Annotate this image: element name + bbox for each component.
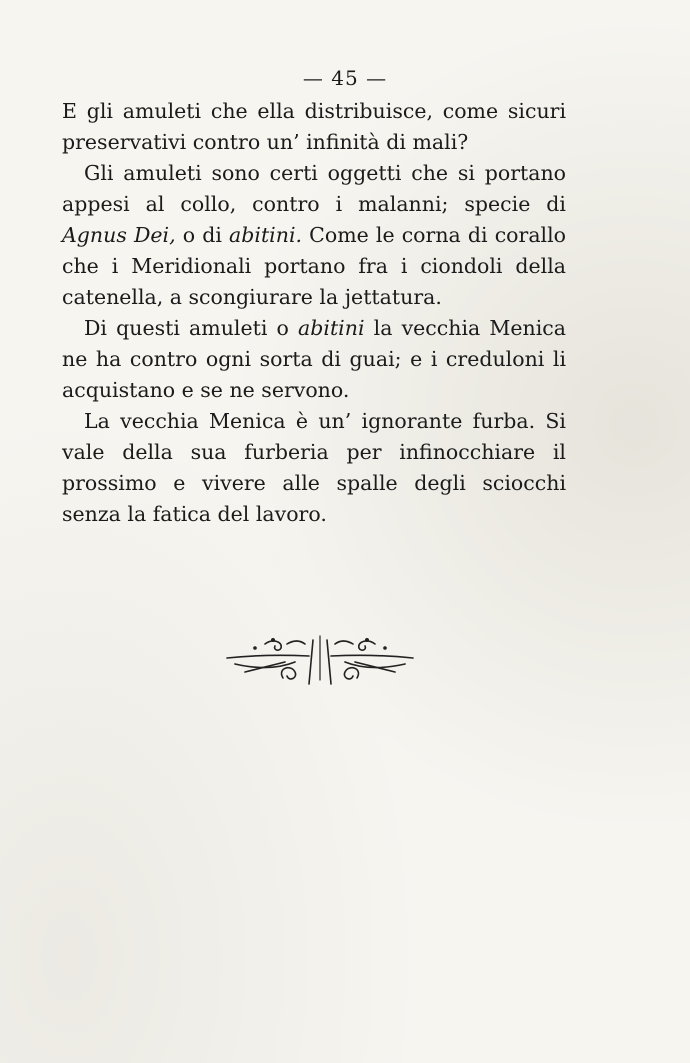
paragraph-3-italic-abitini: abitini <box>298 316 365 340</box>
paragraph-2-text-a: Gli amuleti sono certi oggetti che si portano appesi al collo, contro i malanni; specie di <box>62 161 566 216</box>
paragraph-2-text-b: o di <box>175 223 230 247</box>
floral-tailpiece-icon <box>225 632 415 692</box>
paragraph-3-text-a: Di questi amuleti o <box>84 316 299 340</box>
body-text <box>62 96 566 530</box>
paragraph-2-italic-agnus-dei: Agnus Dei, <box>62 223 176 247</box>
paragraph-4-text: La vecchia Menica è un’ ignorante furba. Si vale della sua furberia per infinocchiare il prossimo e vivere alle spalle degli sciocchi senza la fatica del lavoro. <box>62 409 566 526</box>
paragraph-3 <box>62 313 566 406</box>
paragraph-2-italic-abitini: abitini. <box>229 223 303 247</box>
paragraph-4 <box>62 406 566 530</box>
paragraph-2-text-c: Come le corna di corallo che i Meridionali portano fra i ciondoli della catenella, a scongiurare la jettatura. <box>62 223 566 309</box>
page-number: — 45 — <box>302 66 388 90</box>
paragraph-2 <box>62 158 566 313</box>
paragraph-1-text: E gli amuleti che ella distribuisce, come sicuri preservativi contro un’ infinità di mali? <box>62 99 566 154</box>
paragraph-1 <box>62 96 566 158</box>
paragraph-3-text-b: la vecchia Menica ne ha contro ogni sorta di guai; e i creduloni li acquistano e se ne servono. <box>62 316 566 402</box>
